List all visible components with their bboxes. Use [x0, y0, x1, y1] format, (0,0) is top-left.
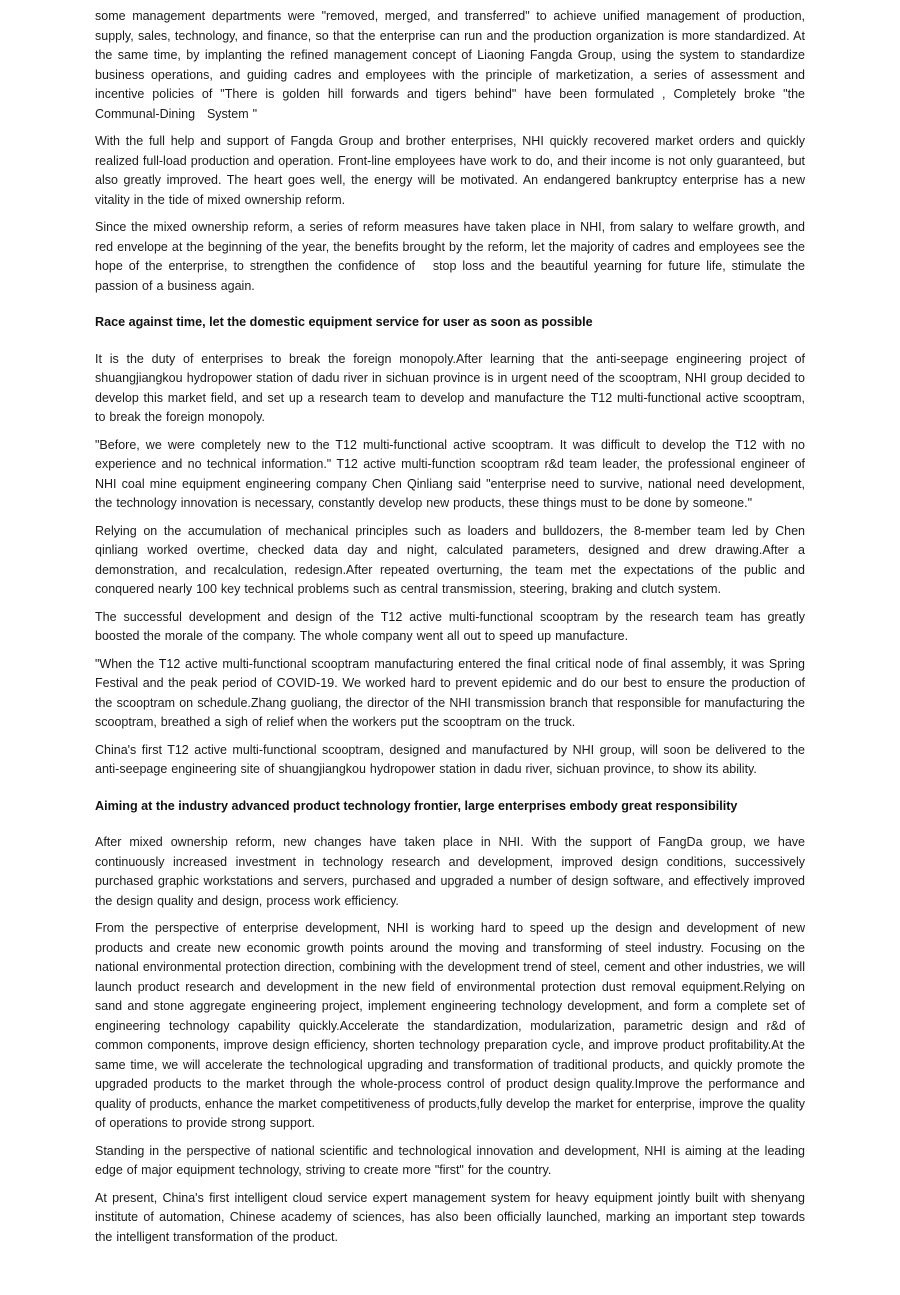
section-heading-aiming-at-industry: Aiming at the industry advanced product technology frontier, large enterprises embody great responsibility: [95, 798, 738, 813]
paragraph: Standing in the perspective of national scientific and technological innovation and development, NHI is aiming at the leading edge of major equipment technology, striving to create more "first" for the country.: [95, 1143, 805, 1177]
paragraph: "When the T12 active multi-functional scooptram manufacturing entered the final critical node of final assembly, it was Spring Festival and the peak period of COVID-19. We worked hard to prevent epidemic and do our best to ensure the production of the scooptram on schedule.Zhang guoliang, the director of the NHI transmission branch that responsible for manufacturing the scooptram, breathed a sigh of relief when the workers put the scooptram on the truck.: [95, 656, 805, 729]
paragraph-continued: some management departments were "removed, merged, and transferred" to achieve unified management of production, supply, sales, technology, and finance, so that the enterprise can run and the production organization is more standardized. At the same time, by implanting the refined management concept of Liaoning Fangda Group, using the system to standardize business operations, and guiding cadres and employees with the principle of marketization, a series of assessment and incentive policies of "There is golden hill forwards and tigers behind" have been formulated , Completely broke "the Communal-Dining System ": [95, 9, 805, 121]
paragraph: The successful development and design of the T12 active multi-functional scooptram by the research team has greatly boosted the morale of the company. The whole company went all out to speed up manufacture.: [95, 609, 805, 643]
paragraph: With the full help and support of Fangda Group and brother enterprises, NHI quickly recovered market orders and quickly realized full-load production and operation. Front-line employees have work to do, and their income is not only guaranteed, but also greatly improved. The heart goes well, the energy will be motivated. An endangered bankruptcy enterprise has a new vitality in the tide of mixed ownership reform.: [95, 134, 805, 207]
paragraph: From the perspective of enterprise development, NHI is working hard to speed up the design and development of new products and create new economic growth points around the moving and transforming of steel industry. Focusing on the national environmental protection direction, combining with the development trend of steel, cement and other industries, we will launch product research and development in the new field of environmental protection dust removal equipment.Relying on sand and stone aggregate engineering project, implement engineering technology development, and form a complete set of engineering technology capability quickly.Accelerate the standardization, modularization, parametric design and r&d of common components, improve design efficiency, shorten technology preparation cycle, and improve product profitability.At the same time, we will accelerate the technological upgrading and transformation of traditional products, and quickly promote the upgraded products to the market through the whole-process control of product design quality.Improve the performance and quality of products, enhance the market competitiveness of products,fully develop the market for enterprise, improve the quality of operations to provide strong support.: [95, 921, 805, 1130]
paragraph: After mixed ownership reform, new changes have taken place in NHI. With the support of FangDa group, we have continuously increased investment in technology research and development, improved design conditions, successively purchased graphic workstations and servers, purchased and upgraded a number of design software, and effectively improved the design quality and design, process work efficiency.: [95, 835, 805, 908]
article-body: [95, 7, 805, 1247]
paragraph: At present, China's first intelligent cloud service expert management system for heavy equipment jointly built with shenyang institute of automation, Chinese academy of sciences, has also been officially launched, marking an important step towards the intelligent transformation of the product.: [95, 1190, 805, 1244]
paragraph: China's first T12 active multi-functional scooptram, designed and manufactured by NHI group, will soon be delivered to the anti-seepage engineering site of shuangjiangkou hydropower station in dadu river, sichuan province, to show its ability.: [95, 742, 805, 776]
paragraph: "Before, we were completely new to the T12 multi-functional active scooptram. It was difficult to develop the T12 with no experience and no technical information." T12 active multi-function scooptram r&d team leader, the professional engineer of NHI coal mine equipment engineering company Chen Qinliang said "enterprise need to survive, national need development, the technology innovation is necessary, constantly develop new products, these things must to be done by someone.": [95, 437, 805, 510]
paragraph: Since the mixed ownership reform, a series of reform measures have taken place in NHI, from salary to welfare growth, and red envelope at the beginning of the year, the benefits brought by the reform, let the majority of cadres and employees see the hope of the enterprise, to strengthen the confidence of stop loss and the beautiful yearning for future life, stimulate the passion of a business again.: [95, 220, 805, 293]
section-heading-race-against-time: Race against time, let the domestic equipment service for user as soon as possible: [95, 315, 593, 329]
paragraph: It is the duty of enterprises to break the foreign monopoly.After learning that the anti-seepage engineering project of shuangjiangkou hydropower station of dadu river in sichuan province is in urgent need of the scooptram, NHI group decided to develop this market field, and set up a research team to develop and manufacture the T12 multi-functional active scooptram, to break the foreign monopoly.: [95, 351, 805, 424]
paragraph: Relying on the accumulation of mechanical principles such as loaders and bulldozers, the 8-member team led by Chen qinliang worked overtime, checked data day and night, calculated parameters, designed and drew drawing.After a demonstration, and recalculation, redesign.After repeated overturning, the team met the expectations of the public and conquered nearly 100 key technical problems such as central transmission, steering, braking and clutch system.: [95, 523, 805, 596]
